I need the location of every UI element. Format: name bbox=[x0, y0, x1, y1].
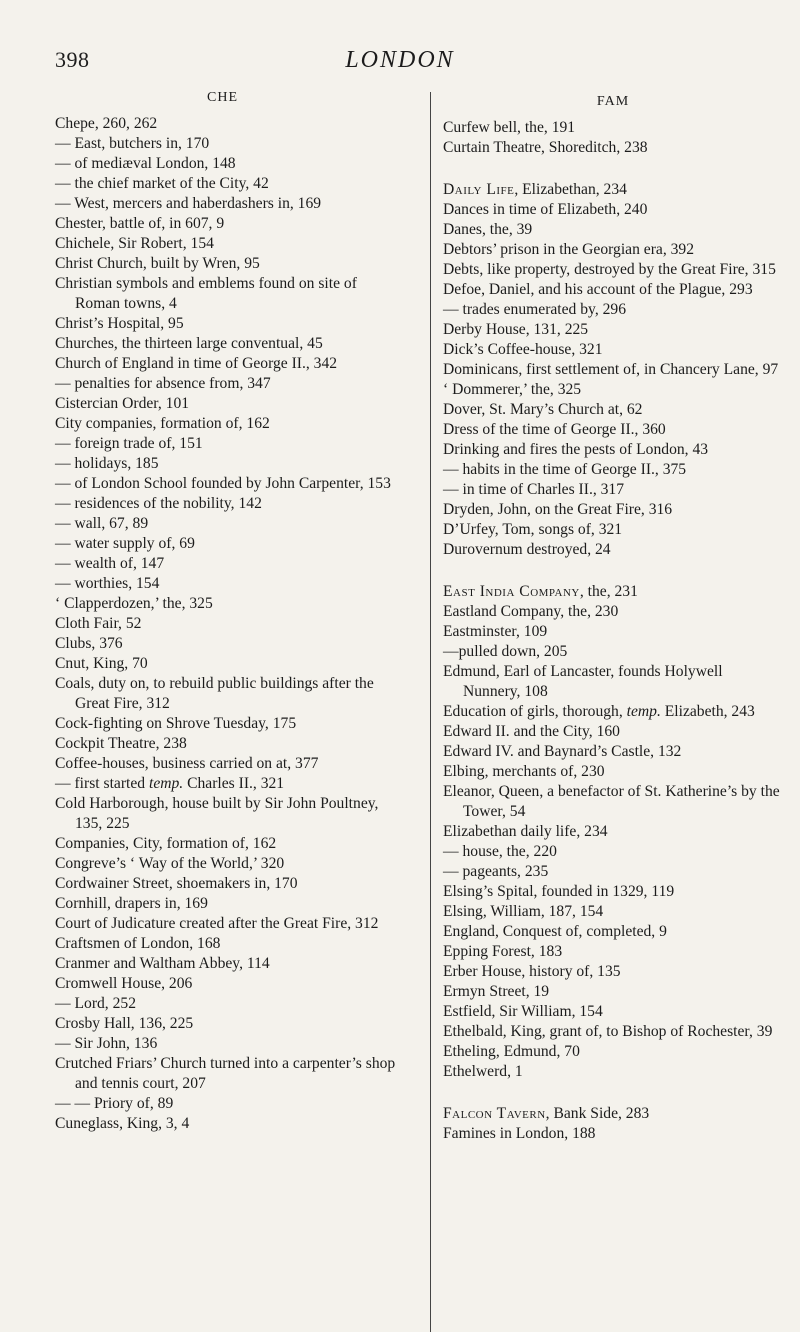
index-entry: — residences of the nobility, 142 bbox=[55, 495, 262, 512]
index-entry: — house, the, 220 bbox=[443, 843, 557, 860]
index-entry: — of mediæval London, 148 bbox=[55, 155, 236, 172]
index-entry: Congreve’s ‘ Way of the World,’ 320 bbox=[55, 855, 285, 872]
index-entry: Edward II. and the City, 160 bbox=[443, 723, 620, 740]
index-entry: Eleanor, Queen, a benefactor of St. Katherine’s by the Tower, 54 bbox=[443, 783, 780, 820]
entry-lead-rest: , Bank Side, 283 bbox=[545, 1105, 650, 1122]
index-entry: England, Conquest of, completed, 9 bbox=[443, 923, 667, 940]
index-entry: — — Priory of, 89 bbox=[55, 1095, 174, 1112]
index-entry: — Sir John, 136 bbox=[55, 1035, 158, 1052]
index-entry: Cistercian Order, 101 bbox=[55, 395, 190, 412]
index-entry: Education of girls, thorough, temp. Elizabeth, 243 bbox=[443, 703, 755, 720]
index-entry: Defoe, Daniel, and his account of the Plague, 293 bbox=[443, 281, 753, 298]
index-entry: Eastminster, 109 bbox=[443, 623, 548, 640]
index-entry: Drinking and fires the pests of London, 43 bbox=[443, 441, 709, 458]
index-entry: — West, mercers and haberdashers in, 169 bbox=[55, 195, 322, 212]
index-entry: Eastland Company, the, 230 bbox=[443, 603, 619, 620]
index-entry: ‘ Dommerer,’ the, 325 bbox=[443, 381, 582, 398]
italic-temp: temp. bbox=[626, 703, 661, 720]
index-entry: — in time of Charles II., 317 bbox=[443, 481, 625, 498]
entry-group-e bbox=[443, 602, 783, 1082]
page-number: 398 bbox=[55, 47, 90, 72]
index-entry: Christ Church, built by Wren, 95 bbox=[55, 255, 260, 272]
index-entry: Elsing’s Spital, founded in 1329, 119 bbox=[443, 883, 675, 900]
index-entry-lead-e bbox=[443, 582, 783, 602]
index-entry: Ethelbald, King, grant of, to Bishop of Rochester, 39 bbox=[443, 1023, 773, 1040]
index-entry: Debtors’ prison in the Georgian era, 392 bbox=[443, 241, 695, 258]
index-entry: Cloth Fair, 52 bbox=[55, 615, 142, 632]
index-entry: Chepe, 260, 262 bbox=[55, 115, 158, 132]
index-entry: Church of England in time of George II., 342 bbox=[55, 355, 338, 372]
index-entry: Dover, St. Mary’s Church at, 62 bbox=[443, 401, 643, 418]
guide-word-left: CHE bbox=[207, 90, 238, 105]
index-entry: Cockpit Theatre, 238 bbox=[55, 735, 187, 752]
index-entry: Chester, battle of, in 607, 9 bbox=[55, 215, 225, 232]
index-entry: Ermyn Street, 19 bbox=[443, 983, 550, 1000]
index-entry: Cold Harborough, house built by Sir John Poultney, 135, 225 bbox=[55, 795, 379, 832]
entry-group-f bbox=[443, 1124, 783, 1144]
index-entry: Chichele, Sir Robert, 154 bbox=[55, 235, 214, 252]
index-entry: Debts, like property, destroyed by the Great Fire, 315 bbox=[443, 261, 776, 278]
index-entry: Dick’s Coffee-house, 321 bbox=[443, 341, 603, 358]
index-entry: Famines in London, 188 bbox=[443, 1125, 596, 1142]
index-entry: Cromwell House, 206 bbox=[55, 975, 193, 992]
running-head bbox=[0, 47, 800, 81]
index-entry: Elbing, merchants of, 230 bbox=[443, 763, 605, 780]
running-title: LONDON bbox=[345, 47, 455, 73]
index-entry: Cornhill, drapers in, 169 bbox=[55, 895, 208, 912]
index-entry: — worthies, 154 bbox=[55, 575, 160, 592]
index-entry: Elizabethan daily life, 234 bbox=[443, 823, 608, 840]
index-entry: Curtain Theatre, Shoreditch, 238 bbox=[443, 139, 648, 156]
index-entry: Court of Judicature created after the Great Fire, 312 bbox=[55, 915, 379, 932]
index-entry: Edward IV. and Baynard’s Castle, 132 bbox=[443, 743, 682, 760]
index-entry: Crutched Friars’ Church turned into a carpenter’s shop and tennis court, 207 bbox=[55, 1055, 396, 1092]
index-column-right bbox=[430, 92, 783, 1332]
index-entry: Epping Forest, 183 bbox=[443, 943, 563, 960]
index-entry: Clubs, 376 bbox=[55, 635, 123, 652]
entry-lead-word: Falcon Tavern bbox=[443, 1105, 546, 1122]
index-entry: Cordwainer Street, shoemakers in, 170 bbox=[55, 875, 298, 892]
index-entry: Cnut, King, 70 bbox=[55, 655, 148, 672]
entry-lead-word: East India Company bbox=[443, 583, 580, 600]
index-entry: Edmund, Earl of Lancaster, founds Holywell Nunnery, 108 bbox=[443, 663, 723, 700]
index-column-left bbox=[55, 88, 400, 1134]
index-entry: ‘ Clapperdozen,’ the, 325 bbox=[55, 595, 213, 612]
index-entry: Cock-fighting on Shrove Tuesday, 175 bbox=[55, 715, 297, 732]
index-entry: — of London School founded by John Carpenter, 153 bbox=[55, 475, 391, 492]
index-entry: — East, butchers in, 170 bbox=[55, 135, 210, 152]
index-entry: Churches, the thirteen large conventual, 45 bbox=[55, 335, 323, 352]
index-entry: Durovernum destroyed, 24 bbox=[443, 541, 611, 558]
entry-lead-word: Daily Life bbox=[443, 181, 515, 198]
index-entry: Danes, the, 39 bbox=[443, 221, 533, 238]
index-entry-lead-f bbox=[443, 1104, 783, 1124]
index-entry: — wealth of, 147 bbox=[55, 555, 165, 572]
index-entry: Christian symbols and emblems found on site of Roman towns, 4 bbox=[55, 275, 357, 312]
index-entry: Etheling, Edmund, 70 bbox=[443, 1043, 580, 1060]
index-entry: Craftsmen of London, 168 bbox=[55, 935, 221, 952]
index-entry: — the chief market of the City, 42 bbox=[55, 175, 269, 192]
entry-lead-rest: , Elizabethan, 234 bbox=[514, 181, 627, 198]
entry-lead-rest: , the, 231 bbox=[579, 583, 638, 600]
index-entry: Coals, duty on, to rebuild public buildings after the Great Fire, 312 bbox=[55, 675, 374, 712]
index-entry: — penalties for absence from, 347 bbox=[55, 375, 271, 392]
index-entry: Estfield, Sir William, 154 bbox=[443, 1003, 603, 1020]
guide-word-right: FAM bbox=[596, 94, 630, 109]
group-spacer bbox=[443, 158, 783, 180]
entry-group-d bbox=[443, 200, 783, 560]
group-spacer bbox=[443, 1082, 783, 1104]
index-entry: — water supply of, 69 bbox=[55, 535, 195, 552]
index-entry: Cranmer and Waltham Abbey, 114 bbox=[55, 955, 270, 972]
index-entry: Curfew bell, the, 191 bbox=[443, 119, 576, 136]
index-entry: Companies, City, formation of, 162 bbox=[55, 835, 277, 852]
index-entry: — Lord, 252 bbox=[55, 995, 136, 1012]
index-entry: D’Urfey, Tom, songs of, 321 bbox=[443, 521, 623, 538]
index-entry: City companies, formation of, 162 bbox=[55, 415, 270, 432]
italic-temp: temp. bbox=[148, 775, 184, 792]
index-entry: Erber House, history of, 135 bbox=[443, 963, 621, 980]
index-entry: — wall, 67, 89 bbox=[55, 515, 149, 532]
index-entry: Coffee-houses, business carried on at, 377 bbox=[55, 755, 319, 772]
index-entry: Ethelwerd, 1 bbox=[443, 1063, 523, 1080]
index-entry: — foreign trade of, 151 bbox=[55, 435, 203, 452]
index-entry: — trades enumerated by, 296 bbox=[443, 301, 627, 318]
index-entry: Dances in time of Elizabeth, 240 bbox=[443, 201, 648, 218]
index-entry: Elsing, William, 187, 154 bbox=[443, 903, 604, 920]
index-entry-lead-d bbox=[443, 180, 783, 200]
group-spacer bbox=[443, 560, 783, 582]
index-entry: Dryden, John, on the Great Fire, 316 bbox=[443, 501, 673, 518]
index-entry: Dress of the time of George II., 360 bbox=[443, 421, 666, 438]
index-entry: Crosby Hall, 136, 225 bbox=[55, 1015, 194, 1032]
index-entry: Derby House, 131, 225 bbox=[443, 321, 589, 338]
index-entry: Cuneglass, King, 3, 4 bbox=[55, 1115, 190, 1132]
index-entry: — habits in the time of George II., 375 bbox=[443, 461, 687, 478]
index-entry: —pulled down, 205 bbox=[443, 643, 568, 660]
index-entry: — pageants, 235 bbox=[443, 863, 549, 880]
index-entry: Christ’s Hospital, 95 bbox=[55, 315, 184, 332]
entry-group-c bbox=[443, 118, 783, 158]
index-entry: — holidays, 185 bbox=[55, 455, 159, 472]
index-entry: — first started temp. Charles II., 321 bbox=[55, 775, 285, 792]
entry-list-left bbox=[55, 114, 400, 1134]
index-entry: Dominicans, first settlement of, in Chancery Lane, 97 bbox=[443, 361, 779, 378]
